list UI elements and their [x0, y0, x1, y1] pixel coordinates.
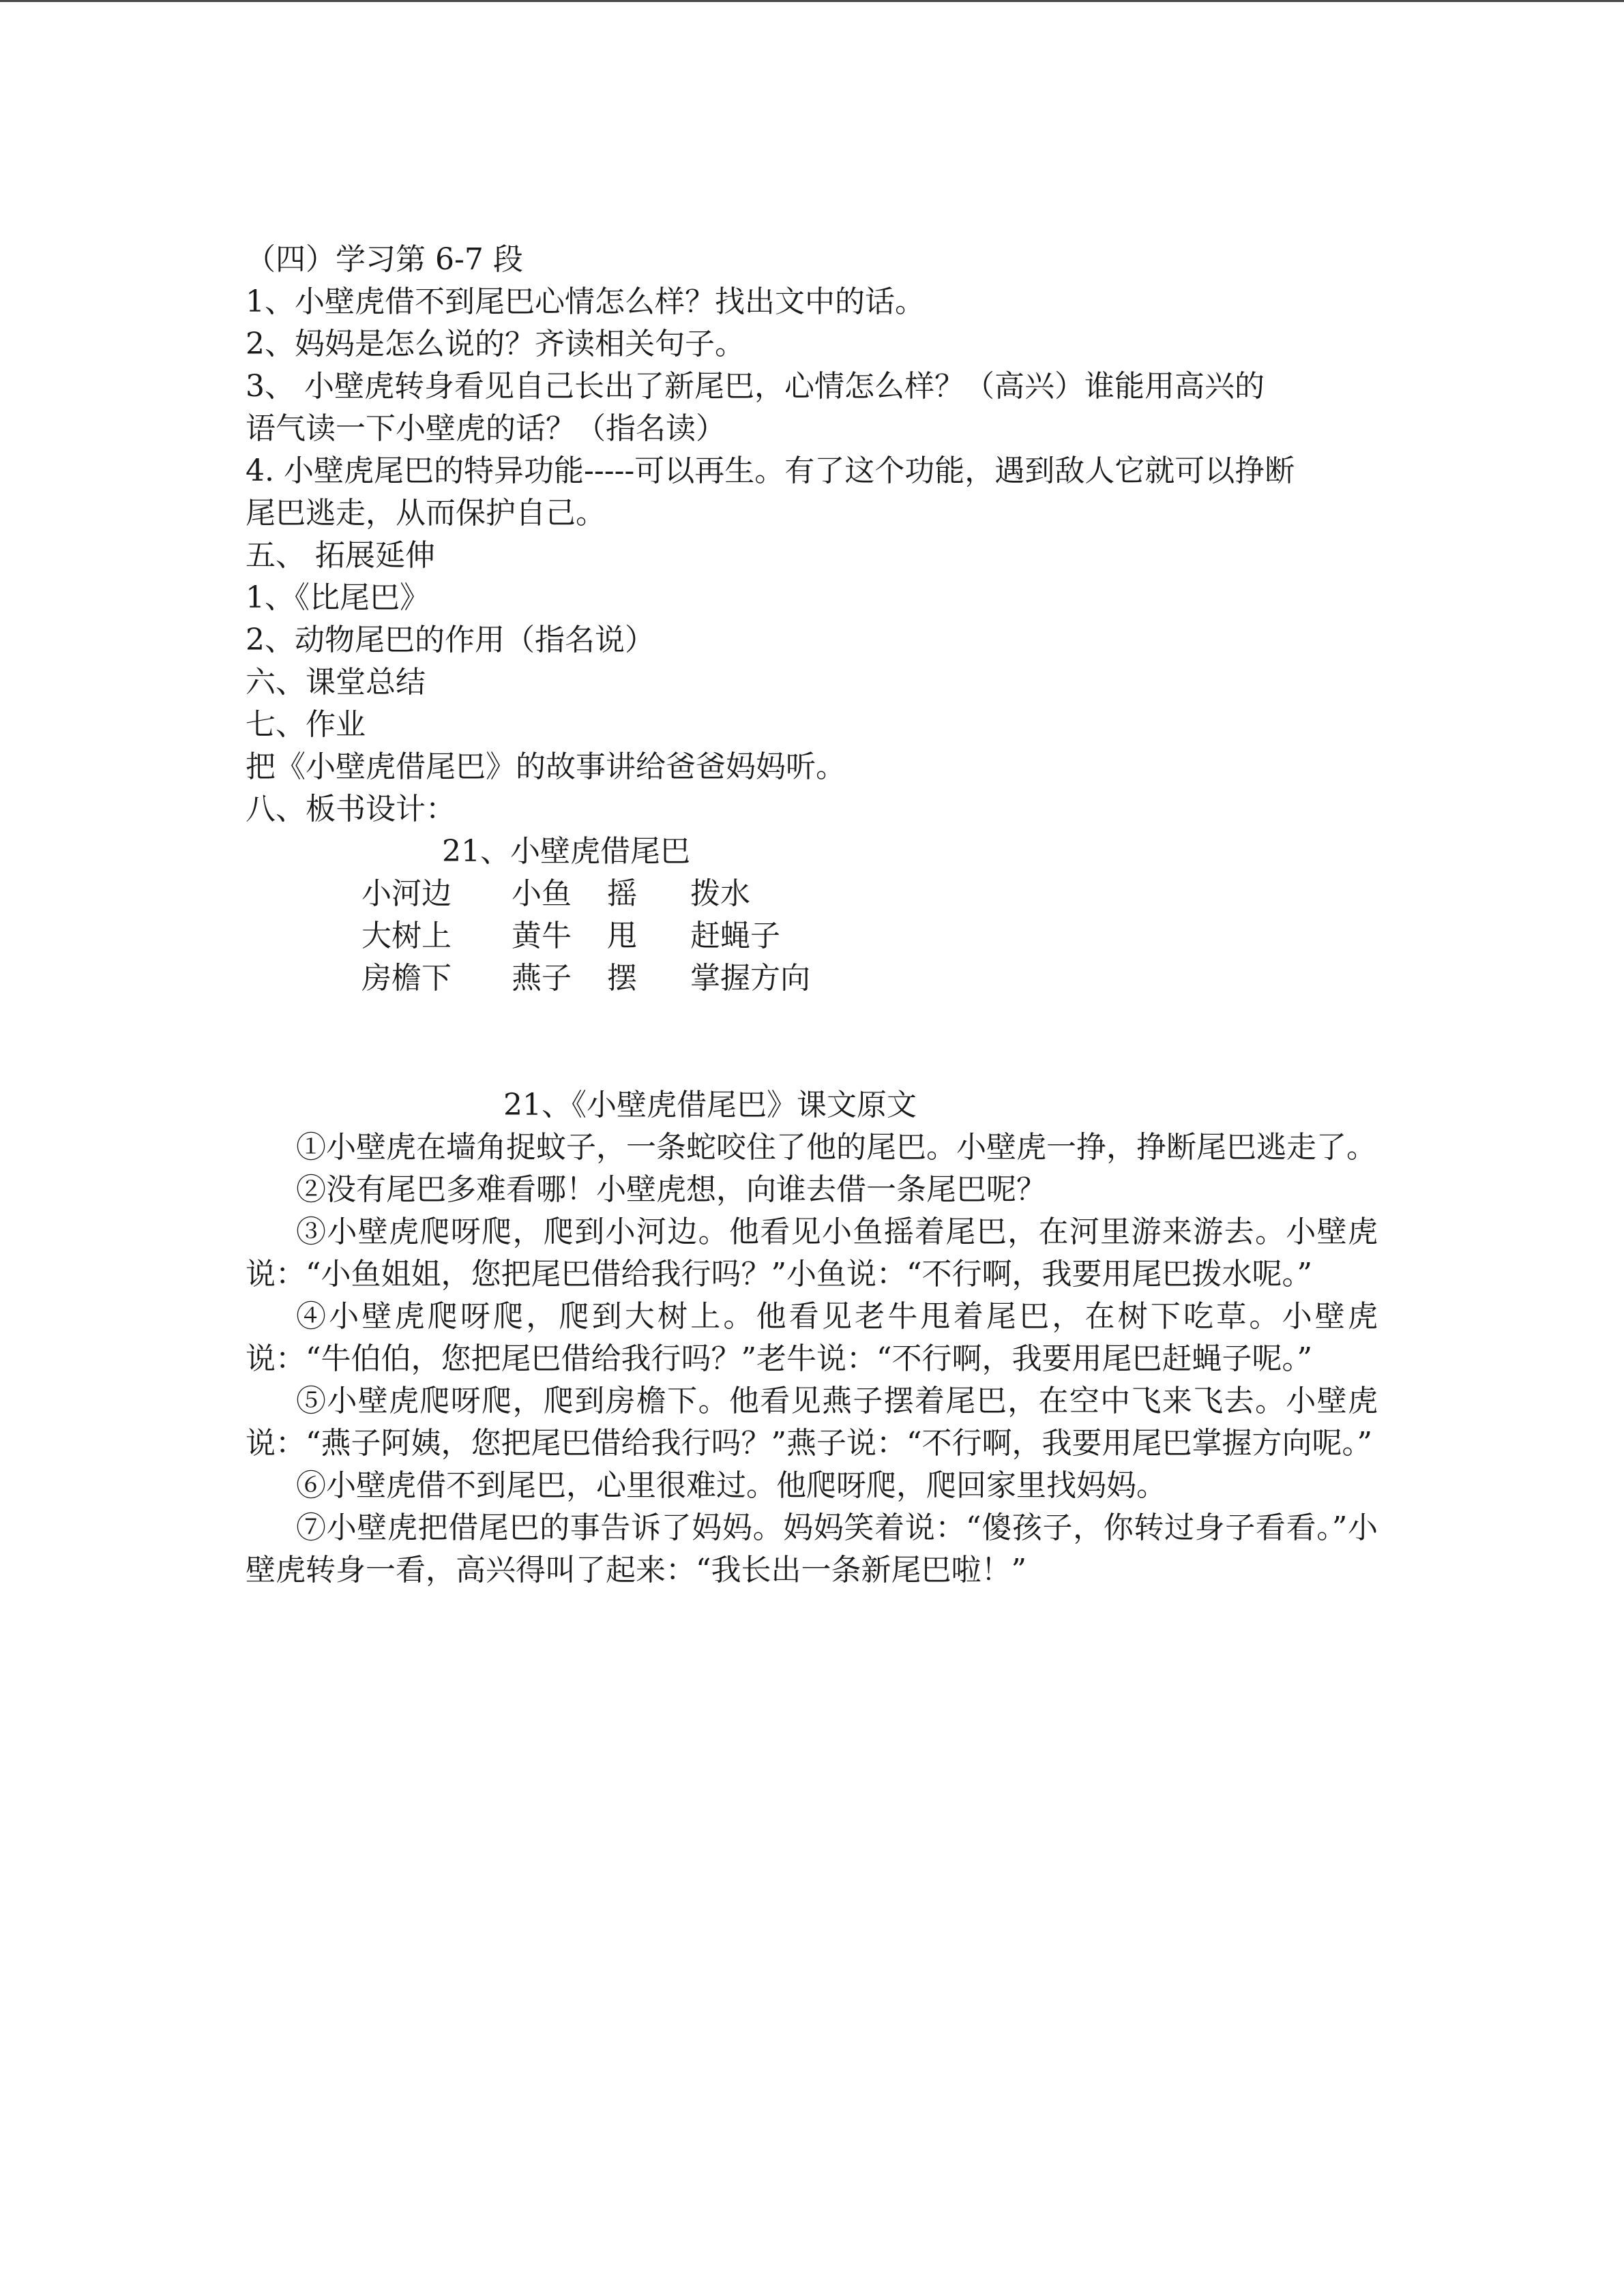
- text-paragraph: ⑥小壁虎借不到尾巴，心里很难过。他爬呀爬，爬回家里找妈妈。: [296, 1468, 1166, 1503]
- lesson-line: 语气读一下小壁虎的话？（指名读）: [246, 411, 726, 446]
- section-heading-4: （四）学习第 6-7 段: [246, 242, 523, 277]
- text-paragraph: ③小壁虎爬呀爬，爬到小河边。他看见小鱼摇着尾巴，在河里游来游去。小壁虎说：“小鱼姐姐，您把尾巴借给我行吗？”小鱼说：“不行啊，我要用尾巴拨水呢。”: [246, 1214, 1378, 1292]
- board-action: 甩: [607, 919, 637, 953]
- board-animal: 黄牛: [512, 919, 572, 953]
- section-heading-5: 五、 拓展延伸: [246, 538, 435, 573]
- board-use: 拨水: [690, 876, 750, 911]
- text-paragraph: ⑤小壁虎爬呀爬，爬到房檐下。他看见燕子摆着尾巴，在空中飞来飞去。小壁虎说：“燕子阿姨，您把尾巴借给我行吗？”燕子说：“不行啊，我要用尾巴掌握方向呢。”: [246, 1384, 1378, 1461]
- text-paragraph: ②没有尾巴多难看哪！小壁虎想，向谁去借一条尾巴呢？: [296, 1172, 1046, 1207]
- lesson-line: 2、妈妈是怎么说的？齐读相关句子。: [246, 327, 745, 361]
- page-content: [246, 239, 1378, 1592]
- board-action: 摇: [607, 876, 637, 911]
- section-heading-6: 六、课堂总结: [246, 665, 426, 700]
- board-animal: 小鱼: [512, 876, 572, 911]
- board-animal: 燕子: [512, 961, 572, 996]
- board-use: 掌握方向: [690, 961, 810, 996]
- lesson-line: 把《小壁虎借尾巴》的故事讲给爸爸妈妈听。: [246, 749, 846, 784]
- spacer: [246, 1000, 1378, 1084]
- original-text-title: 21、《小壁虎借尾巴》课文原文: [503, 1088, 917, 1122]
- section-heading-8: 八、板书设计：: [246, 792, 456, 826]
- lesson-line: 2、动物尾巴的作用（指名说）: [246, 623, 655, 657]
- original-text-section: [246, 1084, 1378, 1592]
- board-row: [246, 957, 1378, 1000]
- board-row: [246, 915, 1378, 957]
- lesson-line: 尾巴逃走，从而保护自己。: [246, 496, 606, 531]
- section-heading-7: 七、作业: [246, 707, 366, 742]
- lesson-line: 3、 小壁虎转身看见自己长出了新尾巴，心情怎么样？（高兴）谁能用高兴的: [246, 369, 1265, 404]
- board-use: 赶蝇子: [690, 919, 780, 953]
- board-design: [246, 831, 1378, 1000]
- board-title: 21、小壁虎借尾巴: [442, 834, 690, 869]
- board-action: 摆: [607, 961, 637, 996]
- board-place: 小河边: [361, 876, 452, 911]
- text-paragraph: ⑦小壁虎把借尾巴的事告诉了妈妈。妈妈笑着说：“傻孩子，你转过身子看看。”小壁虎转身一看，高兴得叫了起来：“我长出一条新尾巴啦！”: [246, 1510, 1378, 1587]
- text-paragraph: ①小壁虎在墙角捉蚊子，一条蛇咬住了他的尾巴。小壁虎一挣，挣断尾巴逃走了。: [296, 1130, 1376, 1165]
- board-place: 大树上: [361, 919, 452, 953]
- lesson-section: [246, 239, 1378, 831]
- text-paragraph: ④小壁虎爬呀爬，爬到大树上。他看见老牛甩着尾巴，在树下吃草。小壁虎说：“牛伯伯，您把尾巴借给我行吗？”老牛说：“不行啊，我要用尾巴赶蝇子呢。”: [246, 1299, 1378, 1376]
- top-border: [0, 0, 1624, 2]
- lesson-line: 1、《比尾巴》: [246, 580, 430, 615]
- lesson-line: 1、小壁虎借不到尾巴心情怎么样？找出文中的话。: [246, 284, 925, 319]
- board-row: [246, 873, 1378, 915]
- board-place: 房檐下: [361, 961, 452, 996]
- lesson-line: 4. 小壁虎尾巴的特异功能-----可以再生。有了这个功能，遇到敌人它就可以挣断: [246, 453, 1295, 488]
